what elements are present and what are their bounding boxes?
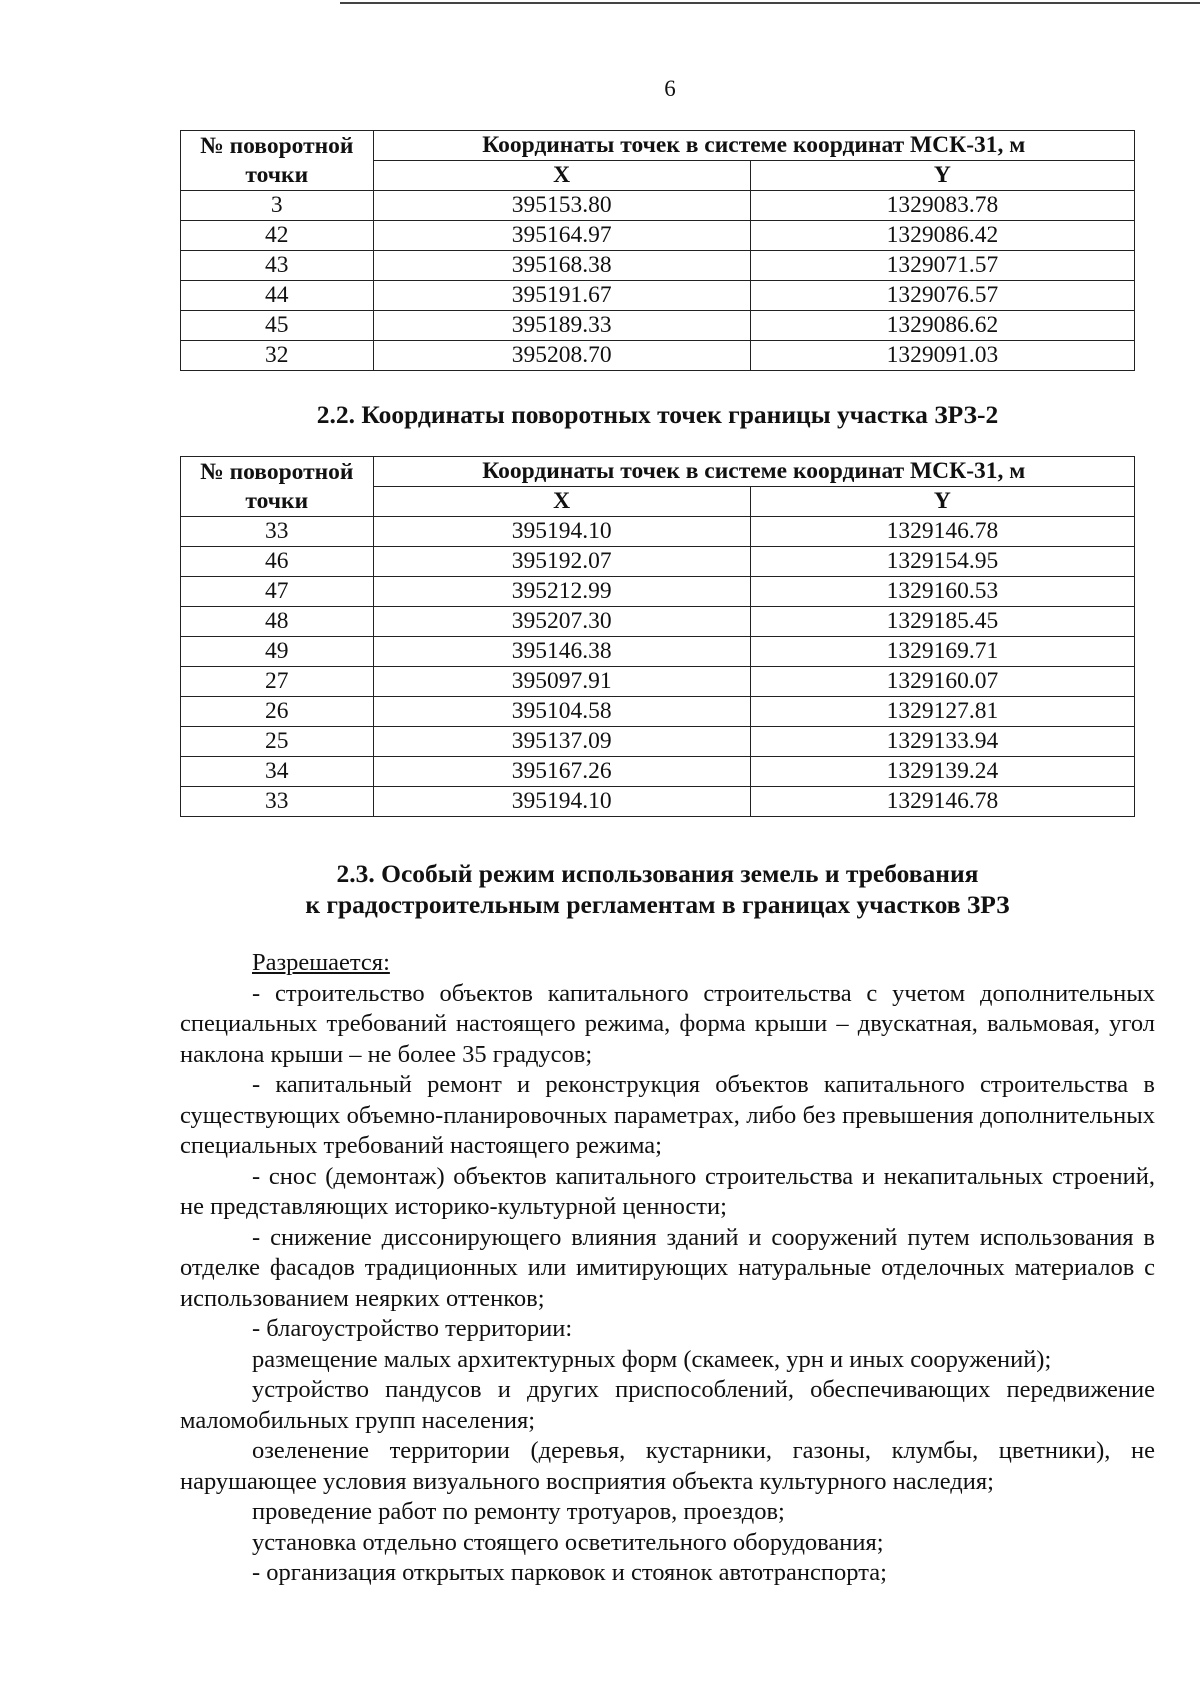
point-cell: 32 (181, 341, 374, 371)
x-cell: 395153.80 (373, 191, 750, 221)
point-cell: 34 (181, 757, 374, 787)
x-cell: 395194.10 (373, 517, 750, 547)
table-row (181, 191, 1135, 221)
paragraph: - снижение диссонирующего влияния зданий и сооружений путем использования в отделке фасадов традиционных или имитирующих натуральные отделочных материалов с использованием неярких оттенков; (180, 1223, 1155, 1312)
y-cell: 1329076.57 (750, 281, 1134, 311)
table-row (181, 667, 1135, 697)
point-cell: 45 (181, 311, 374, 341)
x-cell: 395168.38 (373, 251, 750, 281)
point-cell: 3 (181, 191, 374, 221)
paragraph: - организация открытых парковок и стоянок автотранспорта; (252, 1559, 887, 1586)
point-cell: 33 (181, 787, 374, 817)
y-cell: 1329139.24 (750, 757, 1134, 787)
y-cell: 1329083.78 (750, 191, 1134, 221)
y-cell: 1329146.78 (750, 517, 1134, 547)
coordinates-table-1 (180, 130, 1135, 371)
coordinates-group-header: Координаты точек в системе координат МСК-31, м (373, 131, 1134, 161)
y-header: Y (750, 487, 1134, 517)
table-row (181, 251, 1135, 281)
point-cell: 27 (181, 667, 374, 697)
table-row (181, 727, 1135, 757)
x-cell: 395104.58 (373, 697, 750, 727)
table-row (181, 221, 1135, 251)
paragraph: установка отдельно стоящего осветительного оборудования; (252, 1528, 884, 1556)
point-cell: 26 (181, 697, 374, 727)
x-cell: 395137.09 (373, 727, 750, 757)
y-cell: 1329071.57 (750, 251, 1134, 281)
top-rule (340, 2, 1200, 4)
table-row (181, 311, 1135, 341)
x-cell: 395207.30 (373, 607, 750, 637)
point-cell: 47 (181, 577, 374, 607)
x-cell: 395208.70 (373, 341, 750, 371)
table-row (181, 341, 1135, 371)
section-2-3-title-line-1: 2.3. Особый режим использования земель и требования (336, 859, 979, 888)
point-cell: 49 (181, 637, 374, 667)
y-cell: 1329154.95 (750, 547, 1134, 577)
x-cell: 395164.97 (373, 221, 750, 251)
paragraph: озеленение территории (деревья, кустарники, газоны, клумбы, цветники), не нарушающее условия визуального восприятия объекта культурного наследия; (180, 1437, 1155, 1495)
page-number: 6 (664, 76, 676, 101)
table-row (181, 547, 1135, 577)
section-2-3-body (180, 948, 1155, 1589)
allowed-label: Разрешается: (252, 949, 390, 976)
point-cell: 42 (181, 221, 374, 251)
y-cell: 1329146.78 (750, 787, 1134, 817)
y-cell: 1329160.07 (750, 667, 1134, 697)
point-cell: 46 (181, 547, 374, 577)
x-header: X (373, 487, 750, 517)
x-cell: 395192.07 (373, 547, 750, 577)
coordinates-table-2 (180, 456, 1135, 817)
paragraph: - благоустройство территории: (252, 1315, 573, 1342)
x-cell: 395146.38 (373, 637, 750, 667)
point-cell: 25 (181, 727, 374, 757)
y-cell: 1329127.81 (750, 697, 1134, 727)
coordinates-group-header: Координаты точек в системе координат МСК-31, м (373, 457, 1134, 487)
section-2-2-title: 2.2. Координаты поворотных точек границы участка ЗРЗ-2 (316, 400, 999, 429)
x-header: X (373, 161, 750, 191)
paragraph: - капитальный ремонт и реконструкция объектов капитального строительства в существующих объемно-планировочных параметрах, либо без превышения дополнительных специальных требований настоящего режима; (180, 1071, 1155, 1159)
point-cell: 48 (181, 607, 374, 637)
paragraph: размещение малых архитектурных форм (скамеек, урн и иных сооружений); (252, 1345, 1052, 1373)
paragraph: проведение работ по ремонту тротуаров, проездов; (252, 1498, 785, 1525)
y-cell: 1329133.94 (750, 727, 1134, 757)
paragraph: - строительство объектов капитального строительства с учетом дополнительных специальных требований настоящего режима, форма крыши – двускатная, вальмовая, угол наклона крыши – не более 35 градусов; (180, 979, 1155, 1068)
x-cell: 395212.99 (373, 577, 750, 607)
paragraph: устройство пандусов и других приспособлений, обеспечивающих передвижение маломобильных групп населения; (180, 1376, 1155, 1434)
x-cell: 395194.10 (373, 787, 750, 817)
y-cell: 1329185.45 (750, 607, 1134, 637)
table-row (181, 607, 1135, 637)
y-cell: 1329160.53 (750, 577, 1134, 607)
table-row (181, 577, 1135, 607)
x-cell: 395167.26 (373, 757, 750, 787)
x-cell: 395189.33 (373, 311, 750, 341)
y-cell: 1329086.42 (750, 221, 1134, 251)
table-row (181, 697, 1135, 727)
paragraph: - снос (демонтаж) объектов капитального строительства и некапитальных строений, не представляющих историко-культурной ценности; (180, 1162, 1155, 1220)
point-number-header: № поворотной точки (181, 131, 374, 191)
point-number-header: № поворотной точки (181, 457, 374, 517)
y-cell: 1329086.62 (750, 311, 1134, 341)
y-cell: 1329091.03 (750, 341, 1134, 371)
point-cell: 33 (181, 517, 374, 547)
point-cell: 44 (181, 281, 374, 311)
table-row (181, 281, 1135, 311)
table-row (181, 757, 1135, 787)
table-row (181, 787, 1135, 817)
x-cell: 395191.67 (373, 281, 750, 311)
table-row (181, 637, 1135, 667)
table-row (181, 517, 1135, 547)
x-cell: 395097.91 (373, 667, 750, 697)
section-2-3-title-line-2: к градостроительным регламентам в границах участков ЗРЗ (305, 890, 1010, 919)
point-cell: 43 (181, 251, 374, 281)
y-cell: 1329169.71 (750, 637, 1134, 667)
section-2-3-title (180, 858, 1135, 920)
y-header: Y (750, 161, 1134, 191)
